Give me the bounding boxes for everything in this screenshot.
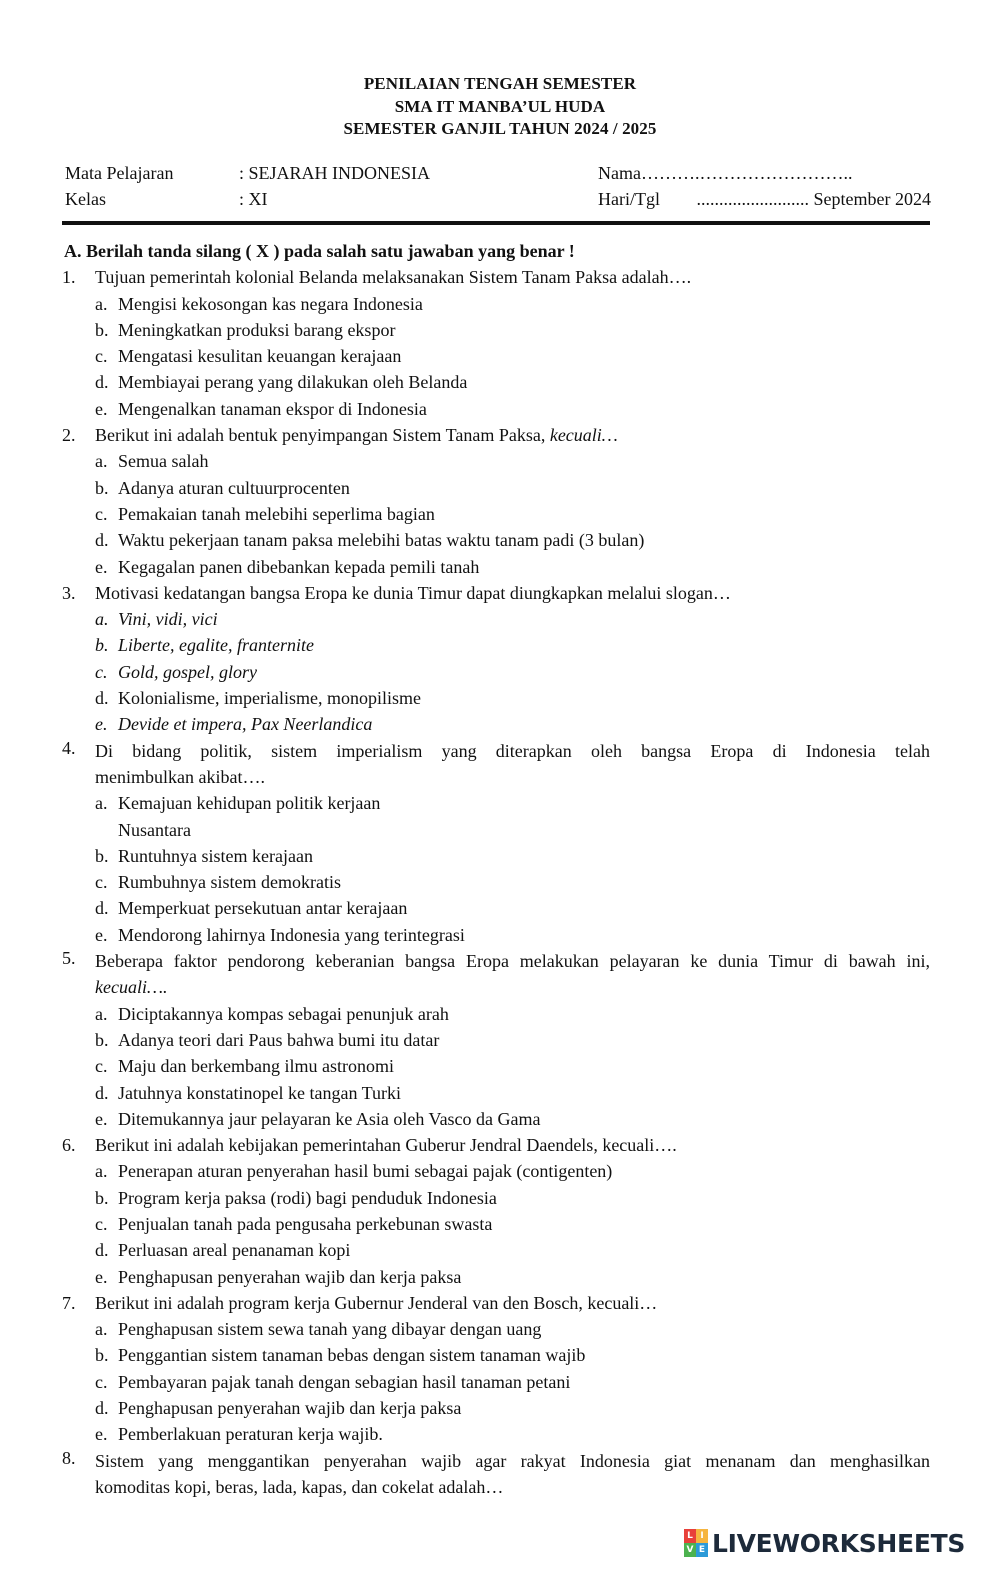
option-letter: d. [95,372,109,393]
logo-tile: I [696,1529,708,1543]
question-8 [62,1448,930,1501]
answer-option-d[interactable] [62,895,930,921]
option-letter: a. [95,1319,108,1340]
option-text: Penghapusan penyerahan wajib dan kerja paksa [118,1398,462,1419]
question-text-continued: komoditas kopi, beras, lada, kapas, dan cokelat adalah… [95,1476,504,1497]
answer-option-c[interactable] [62,501,930,527]
question-7 [62,1290,930,1316]
option-letter: a. [95,1161,108,1182]
header-divider [62,221,930,225]
exam-header [0,73,1000,141]
question-text-main: Berikut ini adalah kebijakan pemerintahan Guberur Jendral Daendels, kecuali…. [95,1135,677,1156]
question-text [95,580,731,606]
answer-option-c[interactable] [62,1369,930,1395]
option-letter: d. [95,898,109,919]
option-text: Program kerja paksa (rodi) bagi penduduk Indonesia [118,1187,497,1208]
option-text: Kolonialisme, imperialisme, monopilisme [118,688,421,709]
option-letter: e. [95,1266,108,1287]
name-field: Nama……….…………………….. [598,163,853,183]
question-number: 3. [62,582,76,603]
option-text: Mendorong lahirnya Indonesia yang terintegrasi [118,924,465,945]
question-text: Di bidang politik, sistem imperialism yang diterapkan oleh bangsa Eropa di Indonesia telah [95,740,930,761]
option-letter: e. [95,1424,108,1445]
answer-option-a[interactable] [62,1158,930,1184]
answer-option-a[interactable] [62,1001,930,1027]
question-number: 6. [62,1135,76,1156]
option-letter: c. [95,346,108,367]
question-text-main: Tujuan pemerintah kolonial Belanda melaksanakan Sistem Tanam Paksa adalah…. [95,267,692,288]
liveworksheets-wordmark: LIVEWORKSHEETS [712,1528,966,1558]
option-letter: b. [95,635,109,656]
option-letter: d. [95,1082,109,1103]
option-text: Vini, vidi, vici [118,609,218,630]
option-text: Mengatasi kesulitan keuangan kerajaan [118,346,402,367]
option-letter: a. [95,293,108,314]
question-text-continued: kecuali…. [95,977,168,998]
answer-option-d[interactable] [62,1080,930,1106]
answer-option-a[interactable] [62,291,930,317]
option-text: Pemberlakuan peraturan kerja wajib. [118,1424,383,1445]
option-text: Maju dan berkembang ilmu astronomi [118,1056,394,1077]
option-letter: a. [95,1003,108,1024]
answer-option-a[interactable] [62,448,930,474]
answer-option-e[interactable] [62,1106,930,1132]
liveworksheets-logo-icon [684,1529,708,1557]
answer-option-d[interactable] [62,369,930,395]
option-letter: b. [95,319,109,340]
option-letter: c. [95,1371,108,1392]
option-text: Gold, gospel, glory [118,661,257,682]
answer-option-d[interactable] [62,1237,930,1263]
option-letter: c. [95,1213,108,1234]
answer-option-e[interactable] [62,396,930,422]
question-number: 7. [62,1292,76,1313]
subject-label: Mata Pelajaran [65,163,174,183]
answer-option-c[interactable] [62,1053,930,1079]
logo-tile: V [684,1543,696,1557]
option-letter: d. [95,1398,109,1419]
question-4 [62,738,930,791]
option-text: Diciptakannya kompas sebagai penunjuk arah [118,1003,449,1024]
question-text-continued: menimbulkan akibat…. [95,766,265,787]
question-2 [62,422,930,448]
option-letter: b. [95,1187,109,1208]
question-number: 2. [62,425,76,446]
option-text: Adanya aturan cultuurprocenten [118,477,350,498]
option-letter: e. [95,1108,108,1129]
option-text: Memperkuat persekutuan antar kerajaan [118,898,408,919]
date-value: ......................... September 2024 [696,189,931,209]
question-number: 8. [62,1447,76,1468]
liveworksheets-logo [684,1527,965,1559]
option-letter: e. [95,398,108,419]
section-title: A. Berilah tanda silang ( X ) pada salah satu jawaban yang benar ! [64,241,575,261]
question-text [95,1290,657,1316]
answer-option-d[interactable] [62,1395,930,1421]
option-letter: b. [95,845,109,866]
answer-option-d[interactable] [62,685,930,711]
option-text: Devide et impera, Pax Neerlandica [118,714,373,735]
answer-option-c[interactable] [62,1211,930,1237]
exam-title: PENILAIAN TENGAH SEMESTER [363,74,637,93]
option-text: Membiayai perang yang dilakukan oleh Belanda [118,372,468,393]
option-text-wrap: Nusantara [118,819,191,840]
question-number: 4. [62,737,76,758]
option-text: Perluasan areal penanaman kopi [118,1240,351,1261]
subject-value: : SEJARAH INDONESIA [239,163,431,183]
option-letter: c. [95,661,108,682]
question-text [95,422,618,448]
option-text: Jatuhnya konstatinopel ke tangan Turki [118,1082,401,1103]
answer-option-b[interactable] [62,1027,930,1053]
option-letter: c. [95,1056,108,1077]
option-text: Meningkatkan produksi barang ekspor [118,319,396,340]
option-text: Waktu pekerjaan tanam paksa melebihi batas waktu tanam padi (3 bulan) [118,530,645,551]
question-text: Beberapa faktor pendorong keberanian bangsa Eropa melakukan pelayaran ke dunia Timur di bawah ini, [95,951,930,972]
answer-option-b[interactable] [62,475,930,501]
option-letter: a. [95,451,108,472]
answer-option-d[interactable] [62,527,930,553]
question-text-italic: kecuali… [549,425,618,446]
option-text: Mengisi kekosongan kas negara Indonesia [118,293,423,314]
question-3 [62,580,930,606]
answer-option-e[interactable] [62,1421,930,1447]
option-text: Penjualan tanah pada pengusaha perkebunan swasta [118,1213,493,1234]
answer-option-b[interactable] [62,317,930,343]
question-text: Sistem yang menggantikan penyerahan wajib agar rakyat Indonesia giat menanam dan menghasilkan [95,1450,930,1471]
question-1 [62,264,930,290]
option-letter: e. [95,924,108,945]
option-letter: c. [95,503,108,524]
option-text: Pemakaian tanah melebihi seperlima bagian [118,503,435,524]
question-text-main: Berikut ini adalah bentuk penyimpangan Sistem Tanam Paksa, [95,425,550,446]
option-letter: e. [95,556,108,577]
date-label: Hari/Tgl [598,189,660,209]
option-text: Semua salah [118,451,209,472]
option-text: Liberte, egalite, franternite [118,635,314,656]
logo-tile: E [696,1543,708,1557]
question-number: 1. [62,267,76,288]
answer-option-b[interactable] [62,1342,930,1368]
question-number: 5. [62,948,76,969]
option-text: Penghapusan penyerahan wajib dan kerja paksa [118,1266,462,1287]
info-row-class [65,186,935,212]
answer-option-e[interactable] [62,554,930,580]
semester-year: SEMESTER GANJIL TAHUN 2024 / 2025 [343,119,657,138]
option-text: Penghapusan sistem sewa tanah yang dibayar dengan uang [118,1319,542,1340]
answer-option-e[interactable] [62,922,930,948]
option-letter: a. [95,609,109,630]
option-letter: b. [95,477,109,498]
answer-option-c[interactable] [62,869,930,895]
option-text: Adanya teori dari Paus bahwa bumi itu datar [118,1029,440,1050]
option-letter: d. [95,688,109,709]
answer-option-b[interactable] [62,1185,930,1211]
option-text-continued [62,817,930,843]
option-letter: e. [95,714,108,735]
answer-option-e[interactable] [62,1264,930,1290]
option-letter: a. [95,793,108,814]
option-text: Runtuhnya sistem kerajaan [118,845,313,866]
question-text-main: Motivasi kedatangan bangsa Eropa ke dunia Timur dapat diungkapkan melalui slogan… [95,582,731,603]
info-row-subject [65,160,935,186]
question-text [95,264,691,290]
option-letter: b. [95,1345,109,1366]
answer-option-a[interactable] [62,790,930,816]
question-text [95,1132,677,1158]
class-value: : XI [239,189,268,209]
class-label: Kelas [65,189,106,209]
question-list [62,238,930,1500]
option-letter: d. [95,530,109,551]
question-6 [62,1132,930,1158]
answer-option-b[interactable] [62,843,930,869]
answer-option-a[interactable] [62,1316,930,1342]
option-text: Penerapan aturan penyerahan hasil bumi sebagai pajak (contigenten) [118,1161,613,1182]
question-5 [62,948,930,1001]
logo-tile: L [684,1529,696,1543]
answer-option-a[interactable] [62,606,930,632]
question-text-main: Berikut ini adalah program kerja Gubernur Jenderal van den Bosch, kecuali… [95,1292,658,1313]
school-name: SMA IT MANBA’UL HUDA [394,96,606,116]
option-text: Mengenalkan tanaman ekspor di Indonesia [118,398,427,419]
answer-option-b[interactable] [62,632,930,658]
answer-option-c[interactable] [62,343,930,369]
option-text: Kegagalan panen dibebankan kepada pemili tanah [118,556,480,577]
option-text: Ditemukannya jaur pelayaran ke Asia oleh Vasco da Gama [118,1108,541,1129]
option-text: Rumbuhnya sistem demokratis [118,872,341,893]
answer-option-c[interactable] [62,659,930,685]
option-letter: d. [95,1240,109,1261]
option-letter: c. [95,872,108,893]
option-text: Kemajuan kehidupan politik kerjaan [118,793,381,814]
option-text: Penggantian sistem tanaman bebas dengan sistem tanaman wajib [118,1345,586,1366]
option-letter: b. [95,1029,109,1050]
answer-option-e[interactable] [62,711,930,737]
option-text: Pembayaran pajak tanah dengan sebagian hasil tanaman petani [118,1371,571,1392]
